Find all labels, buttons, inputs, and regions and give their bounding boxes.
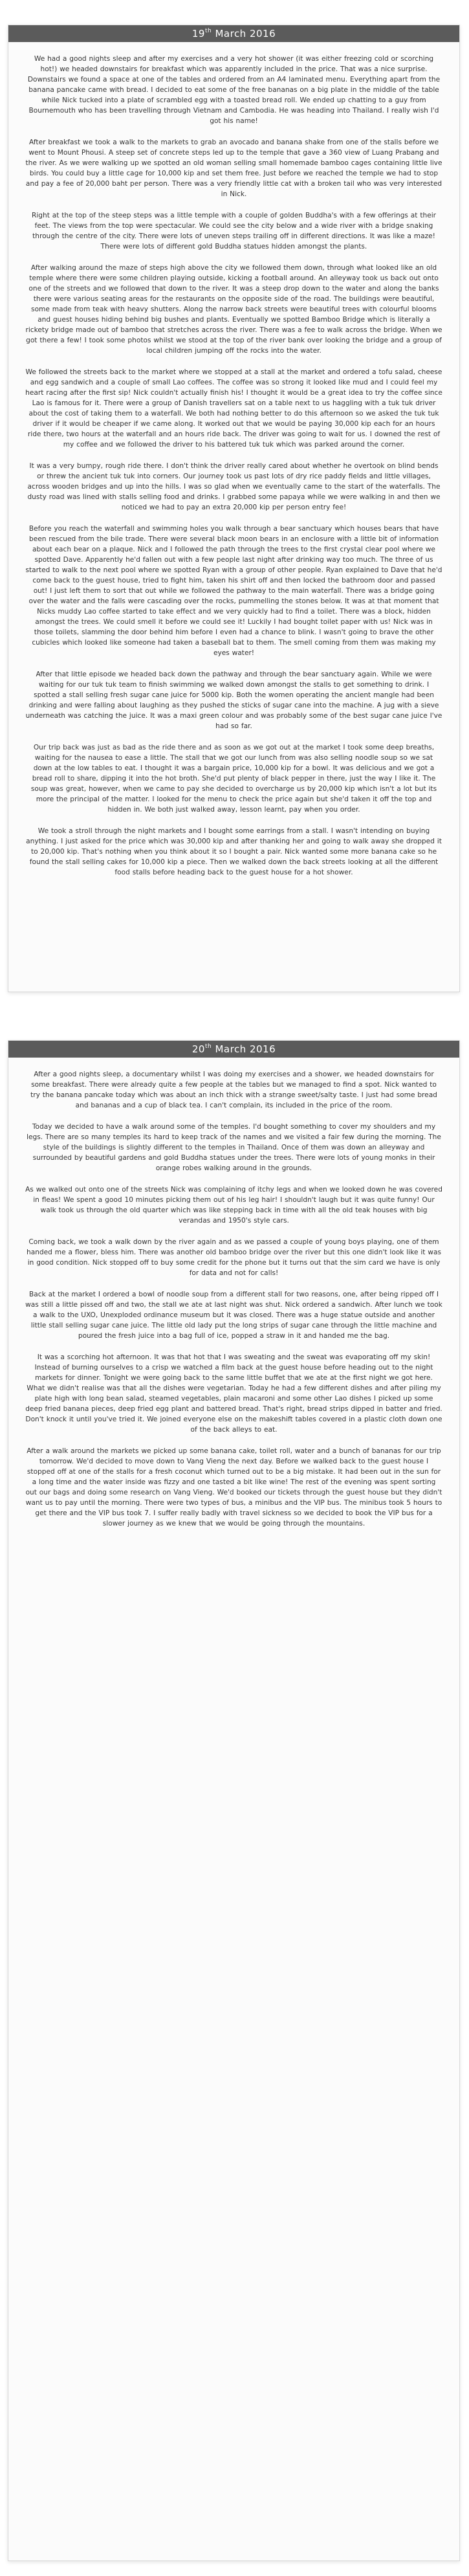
- diary-entry-2: [8, 1040, 460, 2561]
- entry-date-suffix: th: [204, 28, 212, 34]
- entry-date-header: [8, 25, 459, 42]
- entry-paragraph: Our trip back was just as bad as the ride there and as soon as we got out at the market I took some deep breaths, waiting for the nausea to ease a little. The stall that we got our lunch from was also selling noodle soup so we sat down at the low tables to eat. I thought it was a bargain price, 10,000 kip for a bowl. It was delicious and we got a bread roll to share, dipping it into the hot broth. She'd put plenty of black pepper in there, just the way I like it. The soup was great, however, when we came to pay she decided to overcharge us by 20,000 kip which isn't a lot but its more the principal of the matter. I looked for the menu to check the price again but she'd taken it off the top and hidden in. We both just walked away, lesson learnt, pay when you order.: [30, 744, 437, 814]
- entry-paragraph: It was a very bumpy, rough ride there. I don't think the driver really cared about whether he overtook on blind bends or threw the ancient tuk tuk into corners. Our journey took us past lots of dry rice paddy fields and little villages, across wooden bridges and up into the hills. I was so glad when we eventually came to the start of the waterfalls. The dusty road was lined with stalls selling food and drinks. I grabbed some papaya while we were walking in and then we noticed we had to pay an extra 20,000 kip per person entry fee!: [27, 462, 441, 511]
- entry-paragraph: As we walked out onto one of the streets Nick was complaining of itchy legs and when we looked down he was covered in fleas! We spent a good 10 minutes picking them out of his leg hair! I shouldn't laugh but it was quite funny! Our walk took us through the old quarter which was like stepping back in time with all the old teak houses with big verandas and 1950's style cars.: [25, 1186, 442, 1225]
- entry-paragraph: Coming back, we took a walk down by the river again and as we passed a couple of young boys playing, one of them handed me a flower, bless him. There was another old bamboo bridge over the river but this one didn't look like it was in good condition. Nick stopped off to buy some credit for the phone but it turns out that the sim card we have is only for data and not for calls!: [27, 1238, 441, 1277]
- diary-entry-1: [8, 25, 460, 992]
- entry-paragraph: After a walk around the markets we picked up some banana cake, toilet roll, water and a bunch of bananas for our trip tomorrow. We'd decided to move down to Vang Vieng the next day. Before we walked back to the guest house I stopped off at one of the stalls for a fresh coconut which turned out to be a big mistake. It had been out in the sun for a long time and the water inside was fizzy and one tasted a bit like wine! The rest of the evening was spent sorting out our bags and doing some research on Vang Vieng. We'd booked our tickets through the guest house but they didn't want us to pay until the morning. There were two types of bus, a minibus and the VIP bus. The minibus took 5 hours to get there and the VIP bus took 7. I suffer really badly with travel sickness so we decided to book the VIP bus for a slower journey as we knew that we would be going through the mountains.: [25, 1447, 442, 1527]
- entry-date-header: [8, 1041, 459, 1058]
- entry-paragraph: After a good nights sleep, a documentary whilst I was doing my exercises and a shower, we headed downstairs for some breakfast. There were already quite a few people at the tables but we managed to find a spot. Nick wanted to try the banana pancake today which was about an inch thick with a strange sweet/salty taste. I just had some bread and bananas and a cup of black tea. I can't complain, its included in the price of the room.: [30, 1071, 437, 1109]
- entry-paragraph: After walking around the maze of steps high above the city we followed them down, through what looked like an old temple where there were some children playing outside, kicking a football around. An alleyway took us back out onto one of the streets and we followed that down to the river. It was a steep drop down to the water and along the banks there were various seating areas for the restaurants on the opposite side of the road. The buildings were beautiful, some made from teak with heavy shutters. Along the narrow back streets were beautiful trees with colourful blooms and guest houses hiding behind big bushes and plants. Eventually we spotted Bamboo Bridge which is literally a rickety bridge made out of bamboo that stretches across the river. There was a fee to walk across the bridge. When we got there a few! I took some photos whilst we stood at the top of the river bank over looking the bridge and a group of local children jumping off the rocks into the water.: [25, 264, 442, 355]
- entry-date-day: 20: [191, 1043, 205, 1055]
- entry-paragraph: Today we decided to have a walk around some of the temples. I'd bought something to cover my shoulders and my legs. There are so many temples its hard to keep track of the names and we visited a fair few during the morning. The style of the buildings is slightly different to the temples in Thailand. Once of them was down an alleyway and surrounded by beautiful gardens and gold Buddha statues under the trees. There were lots of young monks in their orange robes walking around in the grounds.: [27, 1123, 441, 1172]
- entry-paragraph: We took a stroll through the night markets and I bought some earrings from a stall. I wasn't intending on buying anything. I just asked for the price which was 30,000 kip and after thanking her and going to walk away she dropped it to 20,000 kip. That's nothing when you think about it so I bought a pair. Nick wanted some more banana cake so he found the stall selling cakes for 10,000 kip a piece. Then we walked down the back streets looking at all the different food stalls before heading back to the guest house for a hot shower.: [26, 827, 442, 876]
- entry-body: [8, 1058, 459, 1529]
- entry-body: [8, 42, 459, 878]
- entry-date-suffix: th: [204, 1043, 212, 1050]
- entry-paragraph: Before you reach the waterfall and swimming holes you walk through a bear sanctuary which houses bears that have been rescued from the bile trade. There were several black moon bears in an enclosure with a little bit of information about each bear on a plaque. Nick and I followed the path through the trees to the first crystal clear pool where we spotted Dave. Apparently he'd fallen out with a few people last night after drinking way too much. The three of us started to walk to the next pool where we spotted Ryan with a group of other people. Ryan explained to Dave that he'd come back to the guest house, tried to fight him, taken his shirt off and then locked the bathroom door and passed out! I just left them to sort that out while we followed the pathway to the main waterfall. There was a bridge going over the water and the falls were cascading over the rocks, pummelling the stones below. It was at that moment that Nicks muddy Lao coffee started to take effect and we very quickly had to find a toilet. There was a block, hidden amongst the trees. We could smell it before we could see it! Luckily I had bought toilet paper with us! Nick was in those toilets, slamming the door behind him before I even had a chance to blink. I wasn't going to brave the other cubicles which looked like someone had taken a baseball bat to them. The smell coming from them was making my eyes water!: [25, 525, 442, 657]
- entry-paragraph: After that little episode we headed back down the pathway and through the bear sanctuary again. While we were waiting for our tuk tuk team to finish swimming we walked down amongst the stalls to get something to drink. I spotted a stall selling fresh sugar cane juice for 5000 kip. Both the women operating the ancient mangle had been drinking and were falling about laughing as they pushed the sticks of sugar cane into the machine. A jug with a sieve underneath was catching the juice. It was a maxi green colour and was probably some of the best sugar cane juice I've had so far.: [25, 671, 442, 730]
- entry-paragraph: After breakfast we took a walk to the markets to grab an avocado and banana shake from one of the stalls before we went to Mount Phousi. A steep set of concrete steps led up to the temple that gave a 360 view of Luang Prabang and the river. As we were walking up we spotted an old woman selling small homemade bamboo cages containing little live birds. You could buy a little cage for 10,000 kip and set them free. Just before we reached the temple we had to stop and pay a fee of 20,000 baht per person. There was a very friendly little cat with a broken tail who was very interested in Nick.: [25, 139, 442, 198]
- entry-paragraph: Back at the market I ordered a bowl of noodle soup from a different stall for two reasons, one, after being ripped off I was still a little pissed off and two, the stall we ate at last night was shut. Nick ordered a sandwich. After lunch we took a walk to the UXO, Unexploded ordinance museum but it was closed. There was a huge statue outside and another little stall selling sugar cane juice. The little old lady put the long strips of sugar cane through the little machine and poured the fresh juice into a bag full of ice, popped a straw in it and handed me the bag.: [25, 1291, 442, 1340]
- entry-paragraph: We had a good nights sleep and after my exercises and a very hot shower (it was either freezing cold or scorching hot!) we headed downstairs for breakfast which was apparently included in the price. That was a nice surprise. Downstairs we found a space at one of the tables and ordered from an A4 laminated menu. Everything apart from the banana pancake came with bread. I decided to eat some of the free bananas on a big plate in the middle of the table while Nick tucked into a plate of scrambled egg with a toasted bread roll. We ended up chatting to a guy from Bournemouth who has been travelling through Vietnam and Cambodia. He was heading into Thailand. I really wish I'd got his name!: [27, 55, 441, 125]
- entry-date-rest: March 2016: [215, 28, 276, 39]
- entry-paragraph: We followed the streets back to the market where we stopped at a stall at the market and ordered a tofu salad, cheese and egg sandwich and a couple of small Lao coffees. The coffee was so strong it looked like mud and I could feel my heart racing after the first sip! Nick couldn't actually finish his! I thought it would be a great idea to try the coffee since Lao is famous for it. There were a group of Danish travellers sat on a table next to us haggling with a tuk tuk driver about the cost of taking them to a waterfall. We both had nothing better to do this afternoon so we asked the tuk tuk driver if it would be cheaper if we came along. It worked out that we would be paying 30,000 kip each for an hours ride there, two hours at the waterfall and an hours ride back. The driver was going to wait for us. I downed the rest of my coffee and we followed the driver to his battered tuk tuk which was parked around the corner.: [25, 368, 442, 449]
- entry-paragraph: It was a scorching hot afternoon. It was that hot that I was sweating and the sweat was evaporating off my skin! Instead of burning ourselves to a crisp we watched a film back at the guest house before heading out to the night markets for dinner. Tonight we were going back to the same little buffet that we ate at the first night we got here. What we didn't realise was that all the dishes were vegetarian. Today he had a few different dishes and after piling my plate high with long bean salad, steamed vegetables, plain macaroni and some other Lao dishes I picked up some deep fried banana pieces, deep fried egg plant and battered bread. That's right, bread strips dipped in batter and fried. Don't knock it until you've tried it. We joined everyone else on the makeshift tables covered in a plastic cloth down one of the back alleys to eat.: [25, 1353, 442, 1434]
- entry-paragraph: Right at the top of the steep steps was a little temple with a couple of golden Buddha's with a few offerings at their feet. The views from the top were spectacular. We could see the city below and a wide river with a bridge snaking through the centre of the city. There were lots of uneven steps trailing off in different directions. It was like a maze! There were lots of different gold Buddha statues hidden amongst the plants.: [31, 212, 437, 250]
- entry-date-day: 19: [191, 28, 205, 39]
- entry-date-rest: March 2016: [215, 1043, 276, 1055]
